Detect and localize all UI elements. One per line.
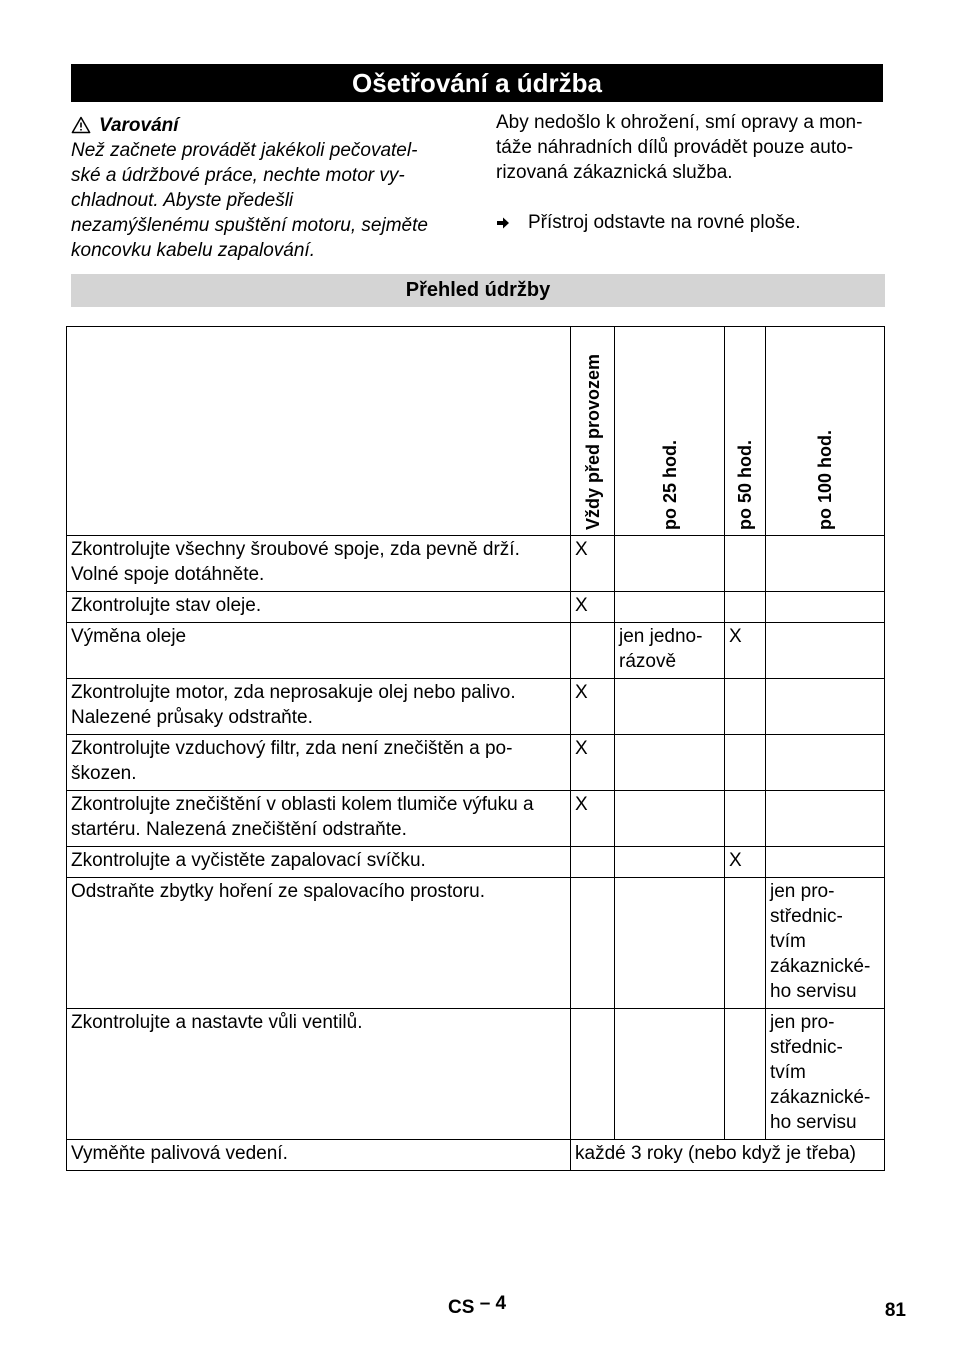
interval-header-cell xyxy=(725,327,766,536)
table-row xyxy=(67,1009,885,1140)
maintenance-table xyxy=(66,326,885,1171)
interval-note-line: rázově xyxy=(619,651,677,672)
interval-cell xyxy=(766,592,885,623)
task-text-line: Zkontrolujte a nastavte vůli ventilů. xyxy=(71,1012,363,1033)
interval-mark: X xyxy=(575,539,588,560)
task-cell xyxy=(67,679,571,735)
task-cell xyxy=(67,1009,571,1140)
task-cell xyxy=(67,735,571,791)
interval-cell xyxy=(766,623,885,679)
warning-heading: Varování xyxy=(99,114,179,136)
table-row xyxy=(67,847,885,878)
interval-cell xyxy=(615,847,725,878)
task-text-line: škozen. xyxy=(71,763,137,784)
interval-cell xyxy=(571,623,615,679)
interval-cell xyxy=(615,878,725,1009)
interval-cell xyxy=(725,847,766,878)
interval-cell xyxy=(766,679,885,735)
interval-header-label: po 25 hod. xyxy=(659,440,680,530)
table-row xyxy=(67,878,885,1009)
interval-cell xyxy=(725,679,766,735)
interval-cell xyxy=(571,536,615,592)
interval-note-line: tvím xyxy=(770,931,806,952)
task-text-line: Zkontrolujte stav oleje. xyxy=(71,595,262,616)
footer-language-page xyxy=(448,1293,507,1319)
warning-text xyxy=(71,138,466,263)
info-line: Aby nedošlo k ohrožení, smí opravy a mon- xyxy=(496,112,863,133)
interval-cell xyxy=(615,679,725,735)
task-cell xyxy=(67,592,571,623)
footer-dash: – xyxy=(479,1293,491,1314)
warning-line: chladnout. Abyste předešli xyxy=(71,190,294,211)
interval-cell xyxy=(571,592,615,623)
table-row xyxy=(67,735,885,791)
interval-cell xyxy=(766,847,885,878)
interval-cell xyxy=(766,536,885,592)
task-cell xyxy=(67,847,571,878)
interval-cell xyxy=(571,878,615,1009)
task-header-cell xyxy=(67,327,571,536)
interval-cell xyxy=(615,623,725,679)
footer-language: CS xyxy=(448,1297,475,1318)
task-text-line: Zkontrolujte motor, zda neprosakuje olej nebo palivo. xyxy=(71,682,516,703)
section-title: Přehled údržby xyxy=(71,274,885,307)
instruction-step xyxy=(496,210,888,235)
task-text-line: Zkontrolujte vzduchový filtr, zda není znečištěn a po- xyxy=(71,738,513,759)
arrow-right-icon xyxy=(496,216,510,230)
interval-note-line: ho servisu xyxy=(770,1112,857,1133)
footer-section-page: 4 xyxy=(495,1293,507,1314)
interval-note-line: tvím xyxy=(770,1062,806,1083)
task-cell xyxy=(67,791,571,847)
warning-block xyxy=(71,112,466,263)
interval-note-line: jen pro- xyxy=(770,1012,835,1033)
interval-note-cell: každé 3 roky (nebo když je třeba) xyxy=(571,1140,885,1171)
task-text-line: startéru. Nalezená znečištění odstraňte. xyxy=(71,819,407,840)
warning-line: Než začnete provádět jakékoli pečovatel- xyxy=(71,140,418,161)
interval-note-line: jen jedno- xyxy=(619,626,703,647)
interval-cell xyxy=(766,1009,885,1140)
info-block xyxy=(496,110,888,235)
task-text-line: Nalezené průsaky odstraňte. xyxy=(71,707,313,728)
interval-cell xyxy=(615,536,725,592)
task-cell: Vyměňte palivová vedení. xyxy=(67,1140,571,1171)
warning-heading-row xyxy=(71,112,466,138)
interval-header-cell xyxy=(766,327,885,536)
task-text-line: Výměna oleje xyxy=(71,626,187,647)
task-cell xyxy=(67,536,571,592)
interval-note-line: střednic- xyxy=(770,906,843,927)
warning-line: ské a údržbové práce, nechte motor vy- xyxy=(71,165,405,186)
interval-mark: X xyxy=(575,794,588,815)
interval-header-cell xyxy=(571,327,615,536)
interval-cell xyxy=(725,791,766,847)
interval-mark: X xyxy=(729,626,742,647)
table-header-row xyxy=(67,327,885,536)
interval-note-line: jen pro- xyxy=(770,881,835,902)
interval-cell xyxy=(766,791,885,847)
interval-header-label: Vždy před provozem xyxy=(582,353,603,530)
interval-note-line: ho servisu xyxy=(770,981,857,1002)
interval-cell xyxy=(725,735,766,791)
interval-header-label: po 50 hod. xyxy=(735,440,755,530)
interval-mark: X xyxy=(575,595,588,616)
interval-cell xyxy=(571,735,615,791)
interval-cell xyxy=(766,735,885,791)
table-row xyxy=(67,1140,885,1171)
task-cell xyxy=(67,623,571,679)
task-text-line: Volné spoje dotáhněte. xyxy=(71,564,265,585)
interval-cell xyxy=(766,878,885,1009)
task-text-line: Zkontrolujte a vyčistěte zapalovací svíčku. xyxy=(71,850,426,871)
page-title: Ošetřování a údržba xyxy=(71,64,883,102)
interval-cell xyxy=(615,1009,725,1140)
interval-cell xyxy=(571,1009,615,1140)
interval-cell xyxy=(571,847,615,878)
page-number: 81 xyxy=(884,1300,906,1321)
interval-header-label: po 100 hod. xyxy=(815,429,835,530)
interval-cell xyxy=(725,592,766,623)
interval-mark: X xyxy=(729,850,742,871)
table-row xyxy=(67,791,885,847)
table-row xyxy=(67,623,885,679)
table-row xyxy=(67,536,885,592)
interval-cell xyxy=(725,878,766,1009)
info-line: táže náhradních dílů provádět pouze auto- xyxy=(496,137,854,158)
interval-note-line: střednic- xyxy=(770,1037,843,1058)
interval-cell xyxy=(615,592,725,623)
interval-cell xyxy=(571,679,615,735)
task-text-line: Odstraňte zbytky hoření ze spalovacího prostoru. xyxy=(71,881,485,902)
interval-cell xyxy=(725,1009,766,1140)
interval-note-line: zákaznické- xyxy=(770,956,871,977)
warning-line: koncovku kabelu zapalování. xyxy=(71,240,315,261)
interval-mark: X xyxy=(575,738,588,759)
table-row xyxy=(67,679,885,735)
task-text-line: Zkontrolujte znečištění v oblasti kolem tlumiče výfuku a xyxy=(71,794,534,815)
task-text-line: Zkontrolujte všechny šroubové spoje, zda pevně drží. xyxy=(71,539,520,560)
interval-cell xyxy=(725,623,766,679)
interval-mark: X xyxy=(575,682,588,703)
task-cell xyxy=(67,878,571,1009)
info-line: rizovaná zákaznická služba. xyxy=(496,162,733,183)
instruction-step-text: Přístroj odstavte na rovné ploše. xyxy=(528,212,801,233)
interval-cell xyxy=(615,791,725,847)
interval-header-cell xyxy=(615,327,725,536)
interval-cell xyxy=(615,735,725,791)
interval-cell xyxy=(571,791,615,847)
interval-cell xyxy=(725,536,766,592)
warning-triangle-icon xyxy=(71,116,91,134)
interval-note-line: zákaznické- xyxy=(770,1087,871,1108)
warning-line: nezamýšlenému spuštění motoru, sejměte xyxy=(71,215,428,236)
table-row xyxy=(67,592,885,623)
